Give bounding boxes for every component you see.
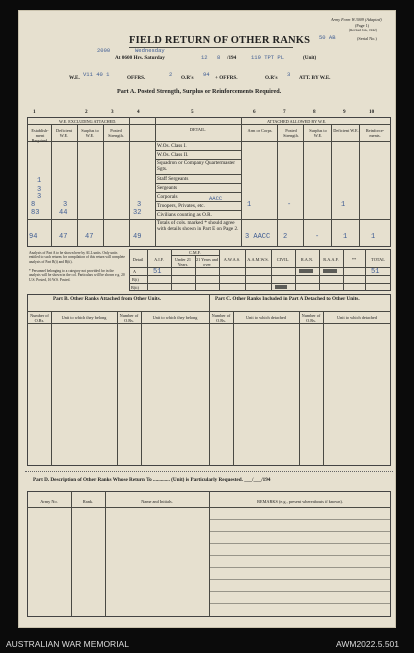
typed-date-month: 8 (217, 54, 221, 61)
row-cpl: Corporals (157, 194, 178, 200)
footer-institution: AUSTRALIAN WAR MEMORIAL (6, 639, 129, 649)
or2-label: O.R's (265, 75, 278, 81)
val-tot-4: 49 (133, 233, 142, 241)
analysis-head-star: ** (351, 257, 357, 262)
ran-redaction-mark (299, 269, 313, 273)
val-trp-4: 32 (133, 209, 142, 217)
analysis-row-bi: B(i) (132, 277, 139, 282)
col-num-5: 5 (191, 109, 194, 115)
part-a-title: Part A. Posted Strength, Surplus or Reinforcements Required. (117, 88, 282, 95)
part-c-title: Part C. Other Ranks Included in Part A Detached to Other Units. (215, 296, 360, 302)
c-head-unit-2: Unit to which detached (337, 315, 377, 320)
val-cpl-7: - (287, 201, 292, 209)
row-wo1: W.Os. Class I. (157, 143, 187, 149)
typed-date: 2000 (97, 47, 111, 54)
analysis-head-aamws: A.A.M.W.S. (247, 257, 269, 262)
val-tot-10: 1 (371, 233, 376, 241)
val-sgt-1: 3 (37, 186, 42, 194)
typed-unit: 119 TPT PL (251, 54, 285, 61)
b-head-num-2: Number of O.Rs. (119, 313, 139, 323)
analysis-head-under21: Under 21 Years. (174, 257, 192, 267)
val-cpl-9: 1 (341, 201, 346, 209)
archive-footer (0, 636, 414, 653)
row-pte: Troopers, Privates, etc. (157, 203, 205, 209)
att-label: ATT. BY W.E. (299, 75, 331, 81)
analysis-head-civil: CIVIL. (276, 257, 290, 262)
c-head-num-1: Number of O.Rs. (211, 313, 231, 323)
row-sqmsgt: Squadron or Company Quartermaster Sgts. (157, 160, 235, 172)
analysis-head-awas: A.W.A.S. (223, 257, 241, 262)
d-head-army-no: Army No. (40, 499, 58, 504)
head-detail: DETAIL. (189, 127, 207, 132)
raaf-redaction-mark (323, 269, 337, 273)
form-title: FIELD RETURN OF OTHER RANKS (129, 35, 311, 46)
val-tot-3: 47 (85, 233, 94, 241)
d-head-remarks: REMARKS (e.g., present whereabouts if known). (257, 499, 343, 504)
row-wo2: W.Os. Class II. (157, 152, 189, 158)
head-posted: Posted Strength. (108, 128, 124, 138)
at-line: At 0600 Hrs. Saturday (115, 55, 165, 61)
col-num-4: 4 (137, 109, 140, 115)
part-b-title: Part B. Other Ranks Attached from Other Units. (53, 296, 161, 302)
footer-accession: AWM2022.5.501 (336, 639, 399, 649)
analysis-group-cmf: C.M.F. (189, 250, 201, 255)
document-page (18, 10, 396, 628)
serial-label: (Serial No.) (357, 36, 377, 41)
analysis-note: Analysis of Part A to be shown here by ALL units. Only units entitled to such returns for compilation of this return will complete analysis of Part B(i) and B(ii). (29, 251, 126, 264)
analysis-head-raaf: R.A.A.F. (323, 257, 339, 262)
typed-or: 2 (169, 71, 173, 78)
row-civ: Civilians counting as O.R. (157, 212, 212, 218)
head-r-surplus: Surplus to W.E. (309, 128, 327, 138)
row-sgt: Sergeants (157, 185, 178, 191)
val-cpl-2: 3 (63, 201, 68, 209)
analysis-head-detail: Detail (132, 257, 144, 262)
analysis-head-total: TOTAL (371, 257, 385, 262)
val-cpl-1: 8 (31, 201, 36, 209)
head-deficient: Deficient W.E. (56, 128, 72, 138)
analysis-row-bii: B(ii) (131, 285, 139, 290)
c-head-unit-1: Unit to which detached (246, 315, 286, 320)
val-tot-6: 3 AACC (245, 233, 271, 241)
analysis-table (129, 249, 391, 291)
we-label: W.E. (69, 75, 80, 81)
val-tot-7: 2 (283, 233, 288, 241)
val-tot-8: - (315, 233, 320, 241)
analysis-head-21over: 21 Years and over (195, 257, 219, 267)
col-num-7: 7 (283, 109, 286, 115)
val-sgt-2: 3 (37, 193, 42, 201)
analysis-head-aif: A.I.F. (154, 257, 164, 262)
val-trp-1: 83 (31, 209, 40, 217)
part-d-title: Part D. Description of Other Ranks Whose Return To ............. (Unit) is Particularly Requested. ___/___/194 (33, 477, 271, 483)
col-num-8: 8 (313, 109, 316, 115)
offrs-label: OFFRS. (127, 75, 146, 81)
or-label: O.R's (181, 75, 194, 81)
typed-day: Wednesday (135, 47, 165, 54)
col-num-3: 3 (111, 109, 114, 115)
typed-att: 3 (287, 71, 291, 78)
analysis-val-aif: 51 (153, 268, 162, 276)
unit-label: (Unit) (303, 55, 317, 61)
head-arm: Arm or Corps. (247, 128, 273, 133)
civil-redaction-mark (275, 285, 287, 289)
plus-offrs-label: + OFFRS. (215, 75, 238, 81)
row-ssgt: Staff Sergeants (157, 176, 189, 182)
perforation-line (25, 471, 393, 472)
val-tot-2: 47 (59, 233, 68, 241)
left-group-head: W.E. EXCLUDING ATTACHED. (59, 119, 117, 124)
analysis-note-2: * Personnel belonging to a category not provided for in the analysis will be shown in the col. Particulars will be shown e.g. 20 U.S. Posted, 16 W.S. Posted. (29, 269, 125, 282)
analysis-val-total: 51 (371, 268, 380, 276)
b-head-unit-1: Unit to which they belong (61, 315, 107, 320)
b-head-unit-2: Unit to which they belong (152, 315, 198, 320)
d-head-rank: Rank. (82, 499, 94, 504)
b-head-num-1: Number of O.Rs. (30, 313, 49, 323)
right-group-head: ATTACHED ALLOWED BY W.E. (267, 119, 327, 124)
col-num-10: 10 (369, 109, 375, 115)
val-cpl-arm-inline: AACC (209, 195, 223, 202)
c-head-num-2: Number of O.Rs. (301, 313, 321, 323)
head-establishment: Establish- ment Required. (31, 128, 49, 143)
typed-date-day: 12 (201, 54, 208, 61)
d-head-name: Name and Initials. (141, 499, 173, 504)
analysis-row-a: A (133, 269, 137, 274)
form-page: (Page 1) (355, 23, 370, 28)
head-surplus: Surplus to W.E. (81, 128, 99, 138)
col-num-2: 2 (85, 109, 88, 115)
form-revised: (Revised Jan., 1942) (349, 28, 377, 32)
val-cpl-6: 1 (247, 201, 252, 209)
typed-plus-or: 94 (203, 71, 210, 78)
val-trp-2: 44 (59, 209, 68, 217)
analysis-head-ran: R.A.N. (300, 257, 314, 262)
head-r-posted: Posted Strength. (283, 128, 299, 138)
val-cpl-4: 3 (137, 201, 142, 209)
col-num-9: 9 (343, 109, 346, 115)
serial-value: 50 AB (319, 34, 336, 41)
form-id: Army Form W.3009 (Adapted) (331, 17, 382, 22)
val-staff: 1 (37, 177, 42, 185)
col-num-6: 6 (253, 109, 256, 115)
col-num-1: 1 (33, 109, 36, 115)
typed-we: V11 40 1 (83, 71, 110, 78)
val-tot-1: 94 (29, 233, 38, 241)
year-label: /194 (227, 55, 237, 61)
row-totals: Totals of cols. marked * should agree with details shown in Part E on Page 2. (157, 220, 239, 232)
val-tot-9: 1 (343, 233, 348, 241)
head-r-deficient: Deficient W.E. (333, 128, 359, 133)
head-r-reinforce: Reinforce- ments. (365, 128, 385, 138)
